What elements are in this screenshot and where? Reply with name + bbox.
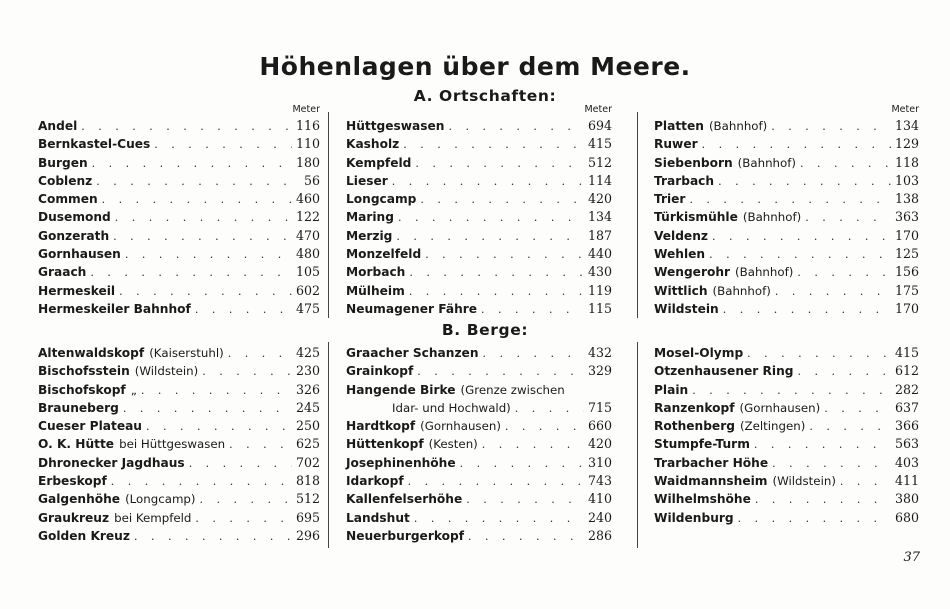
table-row <box>654 227 919 245</box>
page-title: Höhenlagen über dem Meere. <box>259 52 691 81</box>
leader-dots <box>195 510 292 528</box>
leader-dots <box>408 473 584 491</box>
place-name: Idarkopf <box>346 474 404 489</box>
place-name: Bischofsstein <box>38 364 130 379</box>
elevation-value: 702 <box>295 454 320 470</box>
elevation-value: 475 <box>295 300 320 316</box>
place-name: Platten <box>654 119 704 133</box>
table-row <box>38 344 320 362</box>
section-a-column-1 <box>38 104 320 318</box>
elevation-value: 110 <box>295 136 320 152</box>
place-name: Galgenhöhe <box>38 492 121 507</box>
leader-dots <box>772 455 891 473</box>
place-name: Kempfeld <box>346 155 412 170</box>
leader-dots <box>125 246 292 264</box>
place-name: Bischofskopf <box>38 382 126 397</box>
leader-dots <box>709 246 891 264</box>
table-row <box>346 135 612 153</box>
place-name: Ranzenkopf <box>654 400 735 415</box>
leader-dots <box>718 173 891 191</box>
place-name: Wilhelmshöhe <box>654 492 751 507</box>
leader-dots <box>712 228 891 246</box>
place-name: Hardtkopf <box>346 419 416 434</box>
table-row <box>38 117 320 135</box>
leader-dots <box>448 118 584 136</box>
table-row <box>346 300 612 318</box>
elevation-value: 512 <box>295 491 320 507</box>
section-b-column-3 <box>654 344 919 527</box>
place-note: (Bahnhof) <box>708 119 768 133</box>
elevation-value: 230 <box>295 363 320 379</box>
place-name: Kallenfelserhöhe <box>346 492 463 507</box>
elevation-value: 296 <box>295 527 320 543</box>
table-row <box>346 282 612 300</box>
column-divider <box>328 112 329 318</box>
leader-dots <box>417 363 584 381</box>
table-row <box>38 472 320 490</box>
section-a-column-3 <box>654 104 919 318</box>
leader-dots <box>415 155 584 173</box>
place-name: Ruwer <box>654 137 698 152</box>
place-name: Gornhausen <box>38 247 121 262</box>
elevation-value: 115 <box>587 300 612 316</box>
table-row <box>346 435 612 453</box>
unit-label: Meter <box>292 104 320 115</box>
leader-dots <box>702 136 891 154</box>
place-name: Hangende Birke <box>346 382 456 397</box>
table-row <box>346 381 612 399</box>
table-row <box>38 135 320 153</box>
elevation-value: 282 <box>894 381 919 397</box>
place-name: Hüttgeswasen <box>346 119 445 133</box>
table-row <box>654 154 919 172</box>
table-row <box>38 490 320 508</box>
place-name: Maring <box>346 210 394 225</box>
elevation-value: 56 <box>303 172 320 188</box>
place-name: Dusemond <box>38 210 111 225</box>
leader-dots <box>797 264 891 282</box>
elevation-value: 403 <box>894 454 919 470</box>
place-name: Erbeskopf <box>38 474 107 489</box>
elevation-value: 420 <box>587 436 612 452</box>
leader-dots <box>723 301 891 319</box>
elevation-value: 329 <box>587 363 612 379</box>
place-name: Trarbacher Höhe <box>654 455 769 470</box>
leader-dots <box>202 363 292 381</box>
elevation-value: 187 <box>587 227 612 243</box>
elevation-value: 415 <box>587 136 612 152</box>
place-name: Brauneberg <box>38 400 119 415</box>
leader-dots <box>460 455 584 473</box>
leader-dots <box>481 301 584 319</box>
table-row <box>38 527 320 545</box>
place-note: (Bahnhof) <box>742 210 802 225</box>
table-row <box>38 454 320 472</box>
elevation-value: 138 <box>894 191 919 207</box>
elevation-value: 480 <box>295 246 320 262</box>
table-row <box>654 135 919 153</box>
table-row <box>38 509 320 527</box>
place-name: Mülheim <box>346 283 405 298</box>
table-row <box>346 227 612 245</box>
leader-dots <box>96 173 292 191</box>
table-row <box>346 490 612 508</box>
elevation-value: 425 <box>295 345 320 360</box>
elevation-value: 134 <box>587 209 612 225</box>
table-row <box>654 417 919 435</box>
leader-dots <box>111 473 292 491</box>
table-row <box>654 300 919 318</box>
leader-dots <box>483 345 584 363</box>
column-divider <box>637 112 638 318</box>
elevation-value: 743 <box>587 473 612 489</box>
place-note: (Longcamp) <box>125 492 196 507</box>
elevation-value: 380 <box>894 491 919 507</box>
leader-dots <box>824 400 891 418</box>
leader-dots <box>482 436 584 454</box>
place-name: Wittlich <box>654 283 708 298</box>
elevation-value: 563 <box>894 436 919 452</box>
section-b-heading: B. Berge: <box>441 321 529 339</box>
place-name: O. K. Hütte <box>38 437 115 452</box>
place-note: (Kesten) <box>428 437 478 452</box>
elevation-value: 415 <box>894 345 919 360</box>
table-row <box>38 399 320 417</box>
table-row <box>346 509 612 527</box>
leader-dots <box>425 246 584 264</box>
leader-dots <box>738 510 891 528</box>
elevation-value: 114 <box>587 172 612 188</box>
elevation-value: 430 <box>587 264 612 280</box>
leader-dots <box>195 301 292 319</box>
elevation-value: 240 <box>587 509 612 525</box>
section-a-heading: A. Ortschaften: <box>413 87 557 105</box>
elevation-value: 310 <box>587 454 612 470</box>
place-name: Golden Kreuz <box>38 528 130 543</box>
place-note: (Zeltingen) <box>739 419 806 434</box>
place-name: Gonzerath <box>38 228 110 243</box>
leader-dots <box>800 155 891 173</box>
table-row <box>38 362 320 380</box>
leader-dots <box>468 528 584 546</box>
leader-dots <box>90 264 292 282</box>
elevation-value: 366 <box>894 418 919 434</box>
table-row <box>654 344 919 362</box>
table-row <box>346 527 612 545</box>
table-row <box>38 190 320 208</box>
leader-dots <box>403 136 584 154</box>
leader-dots <box>754 436 891 454</box>
elevation-value: 245 <box>295 399 320 415</box>
elevation-value: 170 <box>894 300 919 316</box>
leader-dots <box>115 209 292 227</box>
table-row <box>654 509 919 527</box>
table-row <box>346 190 612 208</box>
unit-label: Meter <box>891 104 919 115</box>
place-name: Altenwaldskopf <box>38 346 145 360</box>
elevation-value: 637 <box>894 399 919 415</box>
place-name: Otzenhausener Ring <box>654 364 794 379</box>
table-row <box>38 154 320 172</box>
elevation-value: 460 <box>295 191 320 207</box>
elevation-value: 410 <box>587 491 612 507</box>
leader-dots <box>840 473 891 491</box>
place-name: Lieser <box>346 173 388 188</box>
place-name: Josephinenhöhe <box>346 455 456 470</box>
place-name: Andel <box>38 119 78 133</box>
table-row <box>654 435 919 453</box>
table-row <box>654 190 919 208</box>
table-row <box>346 245 612 263</box>
leader-dots <box>189 455 292 473</box>
table-row <box>346 172 612 190</box>
place-name: Türkismühle <box>654 210 738 225</box>
section-b-column-1 <box>38 344 320 545</box>
table-row <box>654 208 919 226</box>
leader-dots <box>102 191 292 209</box>
place-name: Rothenberg <box>654 419 735 434</box>
leader-dots <box>805 209 891 227</box>
place-name: Neumagener Fähre <box>346 301 478 316</box>
elevation-value: 411 <box>894 473 919 489</box>
table-row <box>346 117 612 135</box>
place-name: Burgen <box>38 155 88 170</box>
table-row <box>38 263 320 281</box>
leader-dots <box>809 418 891 436</box>
place-note: (Gornhausen) <box>420 419 501 434</box>
table-row <box>654 282 919 300</box>
place-name: Morbach <box>346 265 406 280</box>
elevation-value: 612 <box>894 363 919 379</box>
leader-dots <box>771 118 891 136</box>
table-row <box>654 490 919 508</box>
elevation-value: 660 <box>587 418 612 434</box>
place-name: Graukreuz <box>38 510 110 525</box>
table-row <box>38 282 320 300</box>
section-a-column-2 <box>346 104 612 318</box>
place-name: Monzelfeld <box>346 247 422 262</box>
elevation-value: 715 <box>587 399 612 415</box>
elevation-value: 118 <box>894 154 919 170</box>
place-name: Graach <box>38 265 87 280</box>
elevation-value: 680 <box>894 509 919 525</box>
leader-dots <box>123 400 292 418</box>
leader-dots <box>505 418 584 436</box>
leader-dots <box>134 528 292 546</box>
leader-dots <box>409 283 584 301</box>
elevation-value: 180 <box>295 154 320 170</box>
place-note: „ <box>130 382 137 397</box>
place-name: Mosel-Olymp <box>654 346 744 360</box>
leader-dots <box>146 418 292 436</box>
elevation-value: 326 <box>295 381 320 397</box>
leader-dots <box>689 191 891 209</box>
elevation-value: 432 <box>587 345 612 360</box>
leader-dots <box>392 173 584 191</box>
leader-dots <box>466 491 584 509</box>
elevation-value: 250 <box>295 418 320 434</box>
place-note: (Grenze zwischen <box>460 382 565 397</box>
table-row <box>346 454 612 472</box>
table-row <box>654 399 919 417</box>
table-row <box>38 381 320 399</box>
place-name: Hermeskeil <box>38 283 116 298</box>
elevation-value: 440 <box>587 246 612 262</box>
elevation-value: 122 <box>295 209 320 225</box>
place-name: Neuerburgerkopf <box>346 528 465 543</box>
place-name: Dhronecker Jagdhaus <box>38 455 185 470</box>
place-note: (Gornhausen) <box>739 400 821 415</box>
leader-dots <box>398 209 584 227</box>
leader-dots <box>515 400 584 418</box>
table-row <box>654 245 919 263</box>
table-row <box>38 227 320 245</box>
table-row <box>654 263 919 281</box>
leader-dots <box>420 191 584 209</box>
elevation-value: 470 <box>295 227 320 243</box>
leader-dots <box>396 228 584 246</box>
table-row <box>38 172 320 190</box>
place-note: (Bahnhof) <box>735 265 794 280</box>
place-name: Landshut <box>346 510 410 525</box>
place-name: Wildstein <box>654 301 719 316</box>
table-row <box>38 208 320 226</box>
place-name: Stumpfe-Turm <box>654 437 750 452</box>
section-b-column-2 <box>346 344 612 545</box>
elevation-value: 170 <box>894 227 919 243</box>
table-row <box>346 154 612 172</box>
column-divider <box>637 342 638 548</box>
elevation-value: 103 <box>894 172 919 188</box>
elevation-value: 625 <box>295 436 320 452</box>
elevation-value: 134 <box>894 118 919 133</box>
leader-dots <box>92 155 292 173</box>
place-name: Waidmannsheim <box>654 474 768 489</box>
place-name: Kasholz <box>346 137 400 152</box>
leader-dots <box>755 491 891 509</box>
place-name: Graacher Schanzen <box>346 346 479 360</box>
place-note: (Kaiserstuhl) <box>149 346 224 360</box>
leader-dots <box>229 436 292 454</box>
place-note: (Bahnhof) <box>737 155 796 170</box>
elevation-value: 175 <box>894 282 919 298</box>
table-row <box>654 362 919 380</box>
place-note: (Wildstein) <box>134 364 199 379</box>
table-row <box>38 245 320 263</box>
table-row <box>346 399 612 417</box>
leader-dots <box>119 283 292 301</box>
leader-dots <box>409 264 584 282</box>
table-row <box>654 172 919 190</box>
leader-dots <box>797 363 890 381</box>
place-name: Wengerohr <box>654 265 731 280</box>
elevation-value: 125 <box>894 246 919 262</box>
elevation-value: 602 <box>295 282 320 298</box>
table-row <box>654 472 919 490</box>
place-note: Idar- und Hochwald) <box>392 400 511 415</box>
table-row <box>346 417 612 435</box>
table-row <box>654 381 919 399</box>
elevation-value: 105 <box>295 264 320 280</box>
leader-dots <box>200 491 292 509</box>
elevation-value: 119 <box>587 282 612 298</box>
place-name: Coblenz <box>38 173 93 188</box>
place-name: Veldenz <box>654 228 708 243</box>
place-note: (Wildstein) <box>772 474 836 489</box>
leader-dots <box>113 228 292 246</box>
elevation-value: 420 <box>587 191 612 207</box>
elevation-value: 116 <box>295 118 320 133</box>
leader-dots <box>81 118 292 136</box>
elevation-value: 286 <box>587 527 612 543</box>
column-divider <box>328 342 329 548</box>
place-note: (Bahnhof) <box>712 283 771 298</box>
place-name: Plain <box>654 382 689 397</box>
place-name: Wehlen <box>654 247 706 262</box>
place-name: Hermeskeiler Bahnhof <box>38 301 191 316</box>
elevation-value: 818 <box>295 473 320 489</box>
place-name: Cueser Plateau <box>38 419 142 434</box>
place-name: Longcamp <box>346 192 417 207</box>
leader-dots <box>747 345 891 363</box>
table-row <box>346 362 612 380</box>
table-row <box>38 417 320 435</box>
leader-dots <box>141 382 292 400</box>
elevation-value: 129 <box>894 136 919 152</box>
place-name: Wildenburg <box>654 510 734 525</box>
leader-dots <box>692 382 891 400</box>
place-name: Bernkastel-Cues <box>38 137 151 152</box>
table-row <box>346 344 612 362</box>
place-name: Hüttenkopf <box>346 437 424 452</box>
place-name: Merzig <box>346 228 393 243</box>
elevation-value: 363 <box>894 209 919 225</box>
leader-dots <box>414 510 584 528</box>
table-row <box>654 117 919 135</box>
place-name: Grainkopf <box>346 364 414 379</box>
elevation-value: 512 <box>587 154 612 170</box>
elevation-value: 694 <box>587 118 612 133</box>
place-note: bei Kempfeld <box>114 510 192 525</box>
elevation-value: 156 <box>894 264 919 280</box>
leader-dots <box>154 136 292 154</box>
leader-dots <box>228 345 292 363</box>
place-name: Trarbach <box>654 173 715 188</box>
table-row <box>346 208 612 226</box>
place-name: Commen <box>38 192 98 207</box>
table-row <box>654 454 919 472</box>
table-row <box>346 263 612 281</box>
table-row <box>38 435 320 453</box>
place-name: Siebenborn <box>654 155 733 170</box>
place-note: bei Hüttgeswasen <box>119 437 226 452</box>
leader-dots <box>775 283 891 301</box>
unit-label: Meter <box>584 104 612 115</box>
elevation-value: 695 <box>295 509 320 525</box>
table-row <box>346 472 612 490</box>
table-row <box>38 300 320 318</box>
place-name: Trier <box>654 192 686 207</box>
page-number: 37 <box>903 550 920 565</box>
